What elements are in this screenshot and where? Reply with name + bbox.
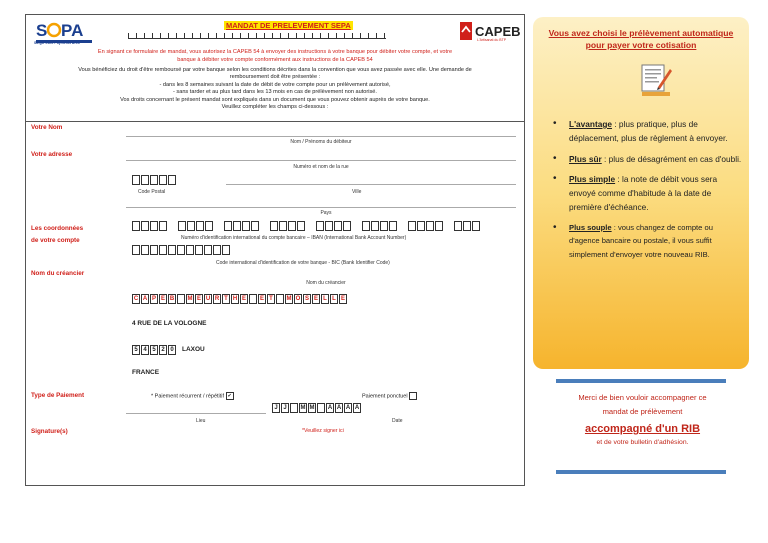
hint-nom: Nom / Prénoms du débiteur: [290, 139, 352, 145]
postcode-input[interactable]: [132, 175, 176, 185]
digit-box: 5: [132, 345, 140, 355]
date-box: M: [309, 405, 315, 411]
intro-black: [26, 67, 524, 111]
digit-box[interactable]: [150, 175, 158, 185]
country-field[interactable]: [126, 207, 516, 208]
letter-box: U: [205, 296, 211, 302]
label-coordonnees-line: de votre compte: [31, 237, 80, 244]
list-item: [547, 152, 742, 166]
sepa-mandate-form: [25, 14, 525, 486]
label-coordonnees-line: Les coordonnées: [31, 225, 84, 232]
svg-text:S: S: [36, 21, 48, 40]
letter-box: S: [304, 296, 309, 302]
rib-line: mandat de prélèvement: [602, 407, 683, 416]
digit-box: 2: [159, 345, 167, 355]
letter-box: E: [241, 296, 246, 302]
letter-box: E: [196, 296, 201, 302]
benefit-text: : plus pratique, plus de déplacement, plus de règlement à envoyer.: [569, 119, 728, 144]
sepa-logo-sub: Single Euro Payments Area: [34, 41, 80, 45]
rib-line: Merci de bien vouloir accompagner ce: [578, 393, 707, 402]
intro-line: - sans tarder et au plus tard dans les 13 mois en cas de prélèvement non autorisé.: [173, 89, 377, 96]
hint-iban: Numéro d'identification international du compte bancaire – IBAN (International Bank Account Number): [181, 235, 407, 241]
benefit-term: Plus souple: [569, 222, 612, 232]
creancier-country: FRANCE: [132, 369, 160, 376]
list-item: [547, 172, 742, 215]
city-field[interactable]: [226, 184, 516, 185]
digit-box[interactable]: [168, 175, 176, 185]
creancier-address: 4 RUE DE LA VOLOGNE: [132, 320, 207, 327]
date-box: A: [354, 405, 360, 411]
section-divider: [26, 121, 524, 122]
hint-date: Date: [392, 418, 403, 424]
date-box: J: [272, 403, 280, 413]
letter-box: C: [133, 296, 139, 302]
recurrent-checkbox[interactable]: ✔: [227, 393, 232, 399]
benefit-term: Plus simple: [569, 173, 616, 184]
letter-box: [177, 294, 185, 304]
label-type-paiement: Type de Paiement: [31, 392, 85, 399]
digit-box: 5: [150, 345, 158, 355]
hint-lieu: Lieu: [196, 418, 206, 424]
lieu-field[interactable]: [126, 413, 266, 414]
panel-title: Vous avez choisi le prélèvement automatique pour payer votre cotisation: [548, 28, 734, 50]
letter-box: M: [286, 296, 292, 302]
digit-box[interactable]: [159, 175, 167, 185]
date-box: [317, 403, 325, 413]
digit-box[interactable]: [132, 175, 140, 185]
digit-box: 4: [141, 345, 149, 355]
letter-box: O: [295, 296, 301, 302]
hint-bic: Code international d'identification de votre banque - BIC (Bank Identifier Code): [216, 260, 390, 266]
digit-box[interactable]: [141, 175, 149, 185]
creancier-name-boxes: [132, 294, 347, 304]
street-field[interactable]: [126, 160, 516, 161]
benefits-panel: [533, 17, 749, 369]
date-box: A: [336, 405, 342, 411]
letter-box: T: [222, 294, 230, 304]
page-title: MANDAT DE PRELEVEMENT SEPA: [226, 21, 351, 30]
benefit-text: : plus de désagrément en cas d'oubli.: [601, 153, 742, 164]
letter-box: T: [267, 294, 275, 304]
label-votre-nom: Votre Nom: [31, 124, 63, 131]
hint-sign: *Veuillez signer ici: [302, 428, 344, 434]
ruler-divider: [128, 33, 386, 39]
intro-line: Vous bénéficiez du droit d'être remboursé par votre banque selon les conditions décrites dans la convention que vous avez passée avec elle. Une demande de: [78, 67, 472, 73]
benefit-term: Plus sûr: [569, 153, 602, 164]
label-votre-adresse: Votre adresse: [31, 151, 73, 158]
rib-emphasis: accompagné d'un RIB: [584, 423, 701, 435]
letter-box: R: [214, 296, 220, 302]
letter-box: E: [259, 296, 264, 302]
intro-line: Vos droits concernant le présent mandat sont expliqués dans un document que vous pouvez obtenir auprès de votre banque.: [120, 96, 430, 103]
letter-box: L: [321, 294, 329, 304]
option-recurrent-label: * Paiement récurrent / répétitif: [151, 393, 225, 400]
hint-code-postal: Code Postal: [138, 189, 166, 195]
intro-red: [26, 48, 524, 64]
date-box: [290, 403, 298, 413]
creancier-postcode: [132, 345, 176, 355]
hint-pays: Pays: [320, 210, 332, 216]
digit-box: 0: [168, 345, 176, 355]
letter-box: E: [160, 296, 165, 302]
letter-box: E: [340, 296, 345, 302]
date-box: A: [345, 405, 351, 411]
letter-box: [249, 294, 257, 304]
list-item: [547, 117, 742, 146]
letter-box: [276, 294, 284, 304]
name-field[interactable]: [126, 136, 516, 137]
benefits-list: [547, 117, 742, 267]
letter-box: M: [187, 296, 193, 302]
letter-box: H: [232, 296, 238, 302]
label-coordonnees: [31, 223, 83, 247]
date-box: A: [327, 405, 333, 411]
svg-text:PA: PA: [61, 21, 84, 40]
hint-ville: Ville: [352, 189, 362, 195]
letter-box: B: [169, 296, 175, 302]
rib-line: et de votre bulletin d'adhésion.: [596, 439, 689, 446]
bottom-blue-bar: [556, 470, 726, 474]
ponctuel-checkbox[interactable]: [409, 392, 417, 400]
option-ponctuel[interactable]: [362, 392, 417, 400]
label-nom-creancier: Nom du créancier: [31, 270, 85, 277]
list-item: [547, 221, 742, 261]
date-input[interactable]: [272, 403, 361, 413]
date-box: M: [300, 405, 306, 411]
hint-rue: Numéro et nom de la rue: [293, 164, 349, 170]
benefit-term: L'avantage: [569, 119, 613, 129]
intro-line: remboursement doit être présentée :: [229, 74, 321, 81]
benefit-text: : vous changez de compte ou d'agence bancaire ou postale, il vous suffit simplement d'envoyer votre nouveau RIB.: [569, 222, 713, 259]
creancier-city: LAXOU: [182, 346, 205, 353]
letter-box: A: [142, 296, 148, 302]
date-box: J: [281, 403, 289, 413]
top-blue-bar: [556, 379, 726, 383]
option-recurrent[interactable]: [151, 392, 234, 400]
intro-red-line: En signant ce formulaire de mandat, vous autorisez la CAPEB 54 à envoyer des instructions à votre banque pour débiter votre compte, et votre: [97, 49, 453, 55]
svg-text:CAPEB: CAPEB: [475, 24, 520, 39]
label-signature: Signature(s): [31, 428, 68, 435]
intro-red-line: banque à débiter votre compte conformément aux instructions de la CAPEB 54: [177, 57, 373, 63]
benefit-text: : la note de débit vous sera envoyé comme d'habitude à la date de première d'échéance.: [569, 173, 718, 213]
intro-line: Veuillez compléter les champs ci-dessous :: [221, 104, 329, 111]
bic-input[interactable]: [132, 245, 230, 255]
letter-box: E: [313, 296, 318, 302]
signature-area[interactable]: [126, 438, 516, 482]
letter-box: L: [330, 294, 338, 304]
document-pen-icon: [638, 59, 674, 99]
capeb-logo-sub: L'Artisanat du BTP: [477, 38, 507, 42]
hint-creancier: Nom du créancier: [306, 280, 346, 286]
intro-line: - dans les 8 semaines suivant la date de débit de votre compte pour un prélèvement autorisé,: [159, 81, 391, 88]
option-ponctuel-label: Paiement ponctuel: [362, 393, 408, 400]
letter-box: P: [151, 296, 156, 302]
rib-reminder: [540, 391, 745, 450]
